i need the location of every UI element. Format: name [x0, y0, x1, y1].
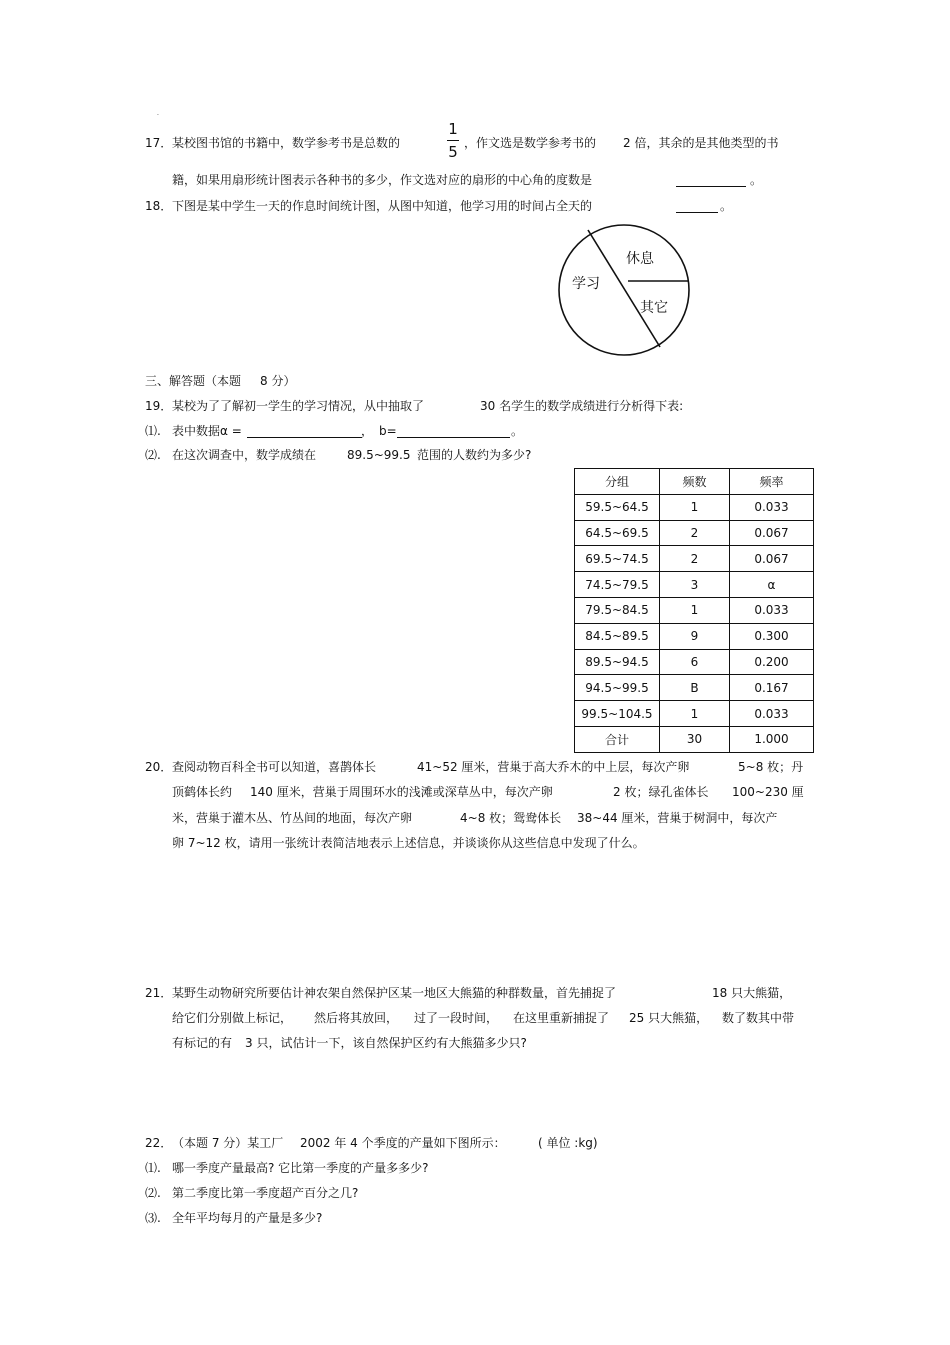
table-row — [575, 520, 814, 546]
q22-sub2-number: ⑵. — [145, 1186, 161, 1200]
q20-line2-b: 140 厘米，营巢于周围环水的浅滩或深草丛中，每次产卵 — [250, 785, 553, 799]
fraction-bar — [447, 140, 459, 141]
b-answer-blank[interactable] — [397, 425, 510, 438]
stray-dot: . — [157, 110, 159, 117]
q17-text-1: 某校图书馆的书籍中，数学参考书是总数的 — [172, 136, 401, 150]
pie-label-rest: 休息 — [626, 251, 654, 267]
q20-line2-c: 2 枚；绿孔雀体长 — [613, 785, 709, 799]
q17-period: 。 — [750, 173, 763, 187]
q19-sub2-range: 89.5~99.5 — [347, 448, 411, 462]
q17-text-2: ，作文选是数学参考书的 — [464, 136, 597, 150]
cell-group: 59.5~64.5 — [575, 494, 660, 520]
cell-count: 1 — [660, 494, 730, 520]
q21-line1-a: 某野生动物研究所要估计神农架自然保护区某一地区大熊猫的种群数量，首先捕捉了 — [172, 986, 617, 1000]
q22-sub1-number: ⑴. — [145, 1161, 161, 1175]
q22-unit: ( 单位 :kg) — [538, 1136, 598, 1150]
cell-rate: 0.033 — [730, 701, 814, 727]
cell-group: 84.5~89.5 — [575, 623, 660, 649]
q18-answer-blank[interactable] — [676, 200, 718, 213]
q20-line4: 卵 7~12 枚，请用一张统计表简洁地表示上述信息，并谈谈你从这些信息中发现了什么。 — [172, 836, 645, 850]
q20-line3-a: 米，营巢于灌木丛、竹丛间的地面，每次产卵 — [172, 811, 413, 825]
q22-sub2-text: 第二季度比第一季度超产百分之几? — [172, 1186, 359, 1200]
table-row — [575, 701, 814, 727]
alpha-answer-blank[interactable] — [247, 425, 362, 438]
cell-count: 1 — [660, 597, 730, 623]
cell-rate: α — [730, 572, 814, 598]
q19-sub2-text-a: 在这次调查中，数学成绩在 — [172, 448, 317, 462]
pie-label-study: 学习 — [572, 276, 600, 292]
cell-group: 74.5~79.5 — [575, 572, 660, 598]
q21-line3-a: 有标记的有 — [172, 1036, 233, 1050]
cell-group: 79.5~84.5 — [575, 597, 660, 623]
q21-line2-a: 给它们分别做上标记， — [172, 1011, 293, 1025]
q21-line2-b: 然后将其放回， — [314, 1011, 399, 1025]
q20-line2-a: 顶鹤体长约 — [172, 785, 233, 799]
cell-count: 3 — [660, 572, 730, 598]
cell-rate: 0.067 — [730, 546, 814, 572]
q22-sub3-number: ⑶. — [145, 1211, 161, 1225]
q21-line1-b: 18 只大熊猫， — [712, 986, 792, 1000]
q19-sub2-text-c: 范围的人数约为多少? — [417, 448, 532, 462]
frequency-table — [574, 468, 814, 753]
table-header-row — [575, 469, 814, 495]
cell-count: 1 — [660, 701, 730, 727]
table-row — [575, 494, 814, 520]
q20-line3-b: 4~8 枚；鸳鸯体长 — [460, 811, 562, 825]
cell-count: 2 — [660, 520, 730, 546]
table-row — [575, 572, 814, 598]
q19-text-a: 某校为了了解初一学生的学习情况，从中抽取了 — [172, 399, 425, 413]
q22-sub3-text: 全年平均每月的产量是多少? — [172, 1211, 323, 1225]
q17-answer-blank[interactable] — [676, 174, 746, 187]
fraction-one-fifth — [445, 120, 461, 161]
pie-label-other: 其它 — [640, 300, 668, 316]
q19-sub1-period: 。 — [511, 424, 524, 438]
section-3-score: 8 分） — [260, 374, 296, 388]
cell-rate: 0.300 — [730, 623, 814, 649]
q19-sub1-text: 表中数据α = — [172, 424, 242, 438]
schedule-pie-chart — [552, 222, 697, 362]
q20-line1-c: 5~8 枚；丹 — [738, 760, 804, 774]
q17-text-line2: 籍，如果用扇形统计图表示各种书的多少，作文选对应的扇形的中心角的度数是 — [172, 173, 593, 187]
q19-text-b: 30 名学生的数学成绩进行分析得下表: — [480, 399, 684, 413]
q20-line3-c: 38~44 厘米，营巢于树洞中，每次产 — [577, 811, 778, 825]
table-row — [575, 675, 814, 701]
q19-sub1-comma: ， — [361, 424, 374, 438]
q19-number: 19． — [145, 399, 173, 413]
q21-line2-e: 25 只大熊猫， — [629, 1011, 709, 1025]
header-group: 分组 — [575, 469, 660, 495]
q18-period: 。 — [720, 199, 733, 213]
cell-rate: 1.000 — [730, 726, 814, 752]
table-row — [575, 623, 814, 649]
q21-number: 21． — [145, 986, 173, 1000]
q20-line1-a: 查阅动物百科全书可以知道，喜鹊体长 — [172, 760, 377, 774]
cell-count: 9 — [660, 623, 730, 649]
q19-sub2-number: ⑵. — [145, 448, 161, 462]
cell-count: B — [660, 675, 730, 701]
q19-sub1-number: ⑴. — [145, 424, 161, 438]
q21-line2-f: 数了数其中带 — [722, 1011, 795, 1025]
table-row — [575, 546, 814, 572]
cell-rate: 0.167 — [730, 675, 814, 701]
q20-line2-d: 100~230 厘 — [732, 785, 804, 799]
cell-group: 合计 — [575, 726, 660, 752]
q17-number: 17． — [145, 136, 173, 150]
cell-group: 99.5~104.5 — [575, 701, 660, 727]
cell-rate: 0.067 — [730, 520, 814, 546]
q21-line3-b: 3 只，试估计一下，该自然保护区约有大熊猫多少只? — [245, 1036, 527, 1050]
q22-text-b: 2002 年 4 个季度的产量如下图所示： — [300, 1136, 506, 1150]
q21-line2-d: 在这里重新捕捉了 — [513, 1011, 610, 1025]
header-frequency-count: 频数 — [660, 469, 730, 495]
table-total-row — [575, 726, 814, 752]
cell-rate: 0.200 — [730, 649, 814, 675]
cell-rate: 0.033 — [730, 494, 814, 520]
q17-text-3: 2 倍，其余的是其他类型的书 — [623, 136, 779, 150]
section-3-title: 三、解答题（本题 — [145, 374, 242, 388]
q19-sub1-b-label: b= — [379, 424, 397, 438]
cell-group: 89.5~94.5 — [575, 649, 660, 675]
cell-count: 30 — [660, 726, 730, 752]
cell-count: 2 — [660, 546, 730, 572]
q20-number: 20． — [145, 760, 173, 774]
fraction-denominator: 5 — [448, 143, 458, 161]
q22-text-a: （本题 7 分）某工厂 — [172, 1136, 284, 1150]
fraction-numerator: 1 — [448, 120, 458, 138]
cell-rate: 0.033 — [730, 597, 814, 623]
table-row — [575, 597, 814, 623]
cell-group: 94.5~99.5 — [575, 675, 660, 701]
header-frequency-rate: 频率 — [730, 469, 814, 495]
cell-count: 6 — [660, 649, 730, 675]
q22-number: 22． — [145, 1136, 173, 1150]
q22-sub1-text: 哪一季度产量最高? 它比第一季度的产量多多少? — [172, 1161, 429, 1175]
cell-group: 64.5~69.5 — [575, 520, 660, 546]
q21-line2-c: 过了一段时间， — [414, 1011, 499, 1025]
table-row — [575, 649, 814, 675]
q20-line1-b: 41~52 厘米，营巢于高大乔木的中上层，每次产卵 — [417, 760, 690, 774]
q18-number: 18． — [145, 199, 173, 213]
q18-text: 下图是某中学生一天的作息时间统计图，从图中知道，他学习用的时间占全天的 — [172, 199, 593, 213]
cell-group: 69.5~74.5 — [575, 546, 660, 572]
